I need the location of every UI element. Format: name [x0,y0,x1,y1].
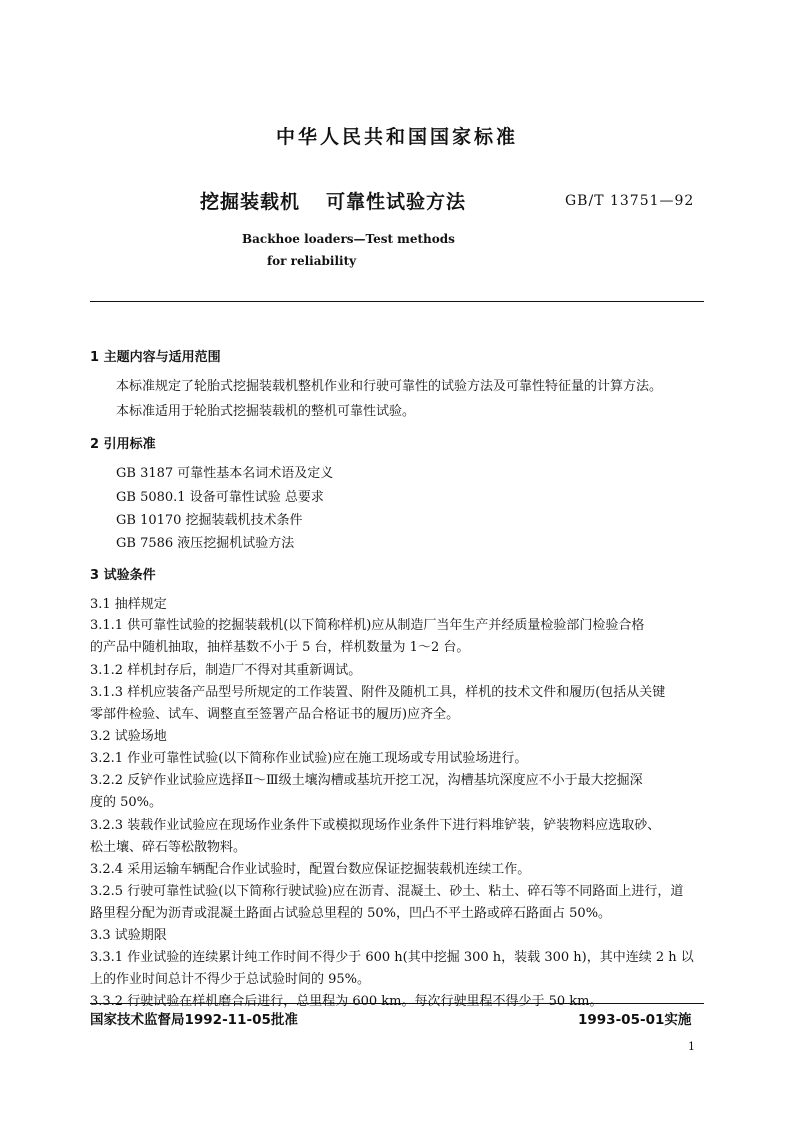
page-number: 1 [688,1040,695,1053]
clause-line: 3.2.1 作业可靠性试验(以下简称作业试验)应在施工现场或专用试验场进行。 [90,751,528,766]
reference-item: GB 7586 液压挖掘机试验方法 [116,536,295,551]
reference-item: GB 3187 可靠性基本名词术语及定义 [116,466,334,481]
clause-line: 3.2.3 装载作业试验应在现场作业条件下或模拟现场作业条件下进行料堆铲装，铲装物料应选取砂、 [90,818,661,833]
clause-line: 3.2.5 行驶可靠性试验(以下简称行驶试验)应在沥青、混凝土、砂土、粘土、碎石等不同路面上进行，道 [90,884,684,899]
section-1-paragraph-2: 本标准适用于轮胎式挖掘装载机的整机可靠性试验。 [116,404,416,419]
implementation-date: 1993-05-01实施 [578,1012,692,1028]
clause-line: 度的 50%。 [90,795,163,810]
footer-divider [90,1003,704,1004]
reference-item: GB 10170 挖掘装载机技术条件 [116,513,303,528]
clause-line: 松土壤、碎石等松散物料。 [90,840,247,855]
english-title-line2: for reliability [267,254,357,268]
clause-heading: 3.3 试验期限 [90,928,167,943]
clause-heading: 3.2 试验场地 [90,729,167,744]
clause-line: 上的作业时间总计不得少于总试验时间的 95%。 [90,972,371,987]
clause-line: 3.1.3 样机应装备产品型号所规定的工作装置、附件及随机工具，样机的技术文件和履历(包括从关键 [90,685,666,700]
clause-line: 的产品中随机抽取，抽样基数不小于 5 台，样机数量为 1～2 台。 [90,640,470,655]
clause-line: 3.2.4 采用运输车辆配合作业试验时，配置台数应保证挖掘装载机连续工作。 [90,862,531,877]
section-1-paragraph-1: 本标准规定了轮胎式挖掘装载机整机作业和行驶可靠性的试验方法及可靠性特征量的计算方法。 [116,379,663,394]
approval-date: 国家技术监督局1992-11-05批准 [90,1012,298,1028]
section-3-heading: 3 试验条件 [90,568,156,583]
clause-line: 零部件检验、试车、调整直至签署产品合格证书的履历)应齐全。 [90,707,460,722]
clause-line: 3.3.1 作业试验的连续累计纯工作时间不得少于 600 h(其中挖掘 300 h，装载 300 h)，其中连续 2 h 以 [90,950,694,965]
reference-item: GB 5080.1 设备可靠性试验 总要求 [116,490,324,505]
title-sub: 可靠性试验方法 [326,191,467,213]
english-title-line1: Backhoe loaders—Test methods [242,232,455,246]
standard-org-heading: 中华人民共和国国家标准 [275,126,518,148]
standard-code: GB/T 13751—92 [565,193,695,209]
clause-line: 路里程分配为沥青或混凝土路面占试验总里程的 50%，凹凸不平土路或碎石路面占 50%。 [90,906,612,921]
clause-heading: 3.1 抽样规定 [90,597,167,612]
header-divider [90,301,704,302]
clause-line: 3.3.2 行驶试验在样机磨合后进行，总里程为 600 km。每次行驶里程不得少于 50 km。 [90,994,603,1009]
document-title [200,187,466,214]
title-main: 挖掘装载机 [200,191,301,213]
section-2-heading: 2 引用标准 [90,437,156,452]
section-1-heading: 1 主题内容与适用范围 [90,350,221,365]
clause-line: 3.2.2 反铲作业试验应选择Ⅱ～Ⅲ级土壤沟槽或基坑开挖工况，沟槽基坑深度应不小于最大挖掘深 [90,773,643,788]
clause-line: 3.1.1 供可靠性试验的挖掘装载机(以下简称样机)应从制造厂当年生产并经质量检验部门检验合格 [90,618,645,633]
clause-line: 3.1.2 样机封存后，制造厂不得对其重新调试。 [90,663,362,678]
